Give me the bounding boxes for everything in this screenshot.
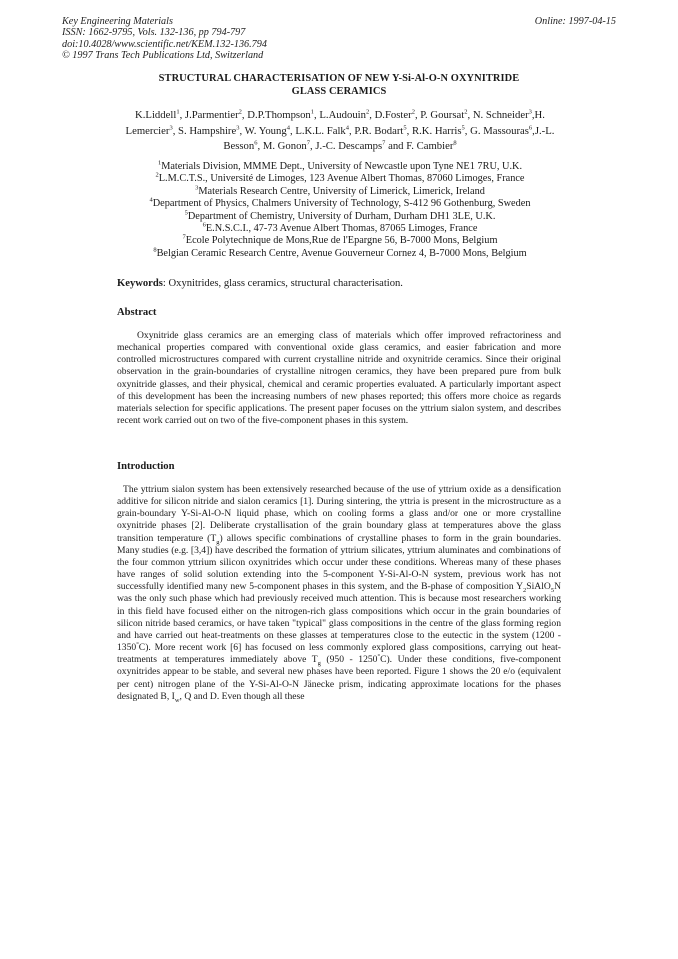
- affiliation-item: [90, 161, 590, 173]
- author-separator: ,: [310, 140, 316, 152]
- affiliation-number: 3: [195, 184, 199, 192]
- affiliation-item: [90, 248, 590, 260]
- affiliation-number: 4: [149, 196, 153, 204]
- journal-header: [62, 16, 267, 61]
- author-separator: ,: [349, 124, 355, 137]
- intro-part: The yttrium sialon system has been extensively researched because of the use of yttrium oxide as a densification additive for silicon nitride and sialon ceramics [1]. During sintering, the yttria is present in the microstructure as a grain-boundary Y-Si-Al-O-N liquid phase, which on cooling forms a glass and/or one or more crystalline oxynitride phases [2]. Deliberate crystallisation of the grain boundary glass at temperatures above the glass transition temperature (T: [117, 484, 561, 544]
- author-affiliation-mark: 3: [169, 123, 173, 131]
- author-separator: ,: [239, 124, 245, 137]
- author-separator: ,: [464, 124, 471, 137]
- affiliation-item: [90, 211, 590, 223]
- abstract-text: Oxynitride glass ceramics are an emerging class of materials which offer improved refractoriness and mechanical properties compared with conventional oxide glass ceramics, and easier fabrication and more controlled microstructures compared with current crystalline nitride and oxynitride ceramics. Since their original observation in the grain-boundaries of crystalline nitrogen ceramics, they have been prepared pure from bulk oxynitride glasses, and their physical, chemical and ceramic properties evaluated. A particularly important aspect of this development has been the increasing numbers of new phases reported; this offers more choice as regards materials selection for specific applications. The present paper focuses on the yttrium sialon system, and describes recent work carried out on two of the five-component phases in this system.: [117, 330, 561, 427]
- author-name: F. Cambier: [406, 140, 454, 152]
- affiliation-text: Ecole Polytechnique de Mons,Rue de l'Epargne 56, B-7000 Mons, Belgium: [185, 235, 498, 247]
- author-name: J.-L. Besson: [223, 124, 555, 152]
- copyright-line: © 1997 Trans Tech Publications Ltd, Switzerland: [62, 49, 264, 61]
- author-name: J.-C. Descamps: [315, 140, 383, 152]
- author-affiliation-mark: 4: [345, 123, 350, 131]
- author-name: P. Goursat: [420, 109, 465, 121]
- affiliation-text: Belgian Ceramic Research Centre, Avenue Gouverneur Cornez 4, B-7000 Mons, Belgium: [156, 247, 527, 259]
- introduction-heading: Introduction: [117, 461, 175, 472]
- author-separator: ,: [257, 140, 263, 152]
- affiliation-text: L.M.C.T.S., Université de Limoges, 123 Avenue Albert Thomas, 87060 Limoges, France: [158, 173, 525, 185]
- author-name: R.K. Harris: [411, 124, 462, 137]
- affiliation-number: 7: [182, 234, 186, 242]
- author-separator: ,: [406, 124, 412, 137]
- affiliation-item: [90, 235, 590, 247]
- doi-line: doi:10.4028/www.scientific.net/KEM.132-136.794: [62, 38, 267, 50]
- author-name: L.Audouin: [319, 109, 366, 121]
- author-separator: ,: [179, 109, 185, 121]
- online-date: Online: 1997-04-15: [534, 16, 616, 27]
- author-affiliation-mark: 5: [461, 123, 465, 131]
- author-separator: ,: [467, 109, 473, 121]
- intro-part: ) allows specific combinations of crystalline phases to form in the grain boundaries. Many studies (e.g. [3,4]) have described the formation of yttrium silicates, yttrium aluminates and combinations of the four common yttrium silicon oxynitrides which occur under these conditions. Whereas many of these phases have ranges of solid solution extending into the 5-component Y-Si-Al-O-N system, previous work has not successfully identified many new 5-component phases in this system, and the B-phase of composition Y: [117, 532, 561, 593]
- title-line-1: STRUCTURAL CHARACTERISATION OF NEW Y-Si-Al-O-N OXYNITRIDE: [158, 73, 520, 84]
- affiliation-text: Department of Physics, Chalmers University of Technology, S-412 96 Gothenburg, Sweden: [152, 198, 531, 210]
- intro-part: , Q and D. Even though all these: [179, 690, 305, 702]
- author-name: S. Hampshire: [178, 124, 237, 137]
- author-name: M. Gonon: [262, 140, 307, 152]
- issn-line: ISSN: 1662-9795, Vols. 132-136, pp 794-797: [62, 27, 246, 39]
- author-separator: ,: [414, 109, 421, 121]
- author-affiliation-mark: 3: [236, 123, 240, 131]
- intro-sub: g: [317, 660, 321, 668]
- author-affiliation-mark: 1: [176, 108, 180, 116]
- affiliation-text: Materials Division, MMME Dept., University of Newcastle upon Tyne NE1 7RU, U.K.: [161, 161, 523, 172]
- title-line-2: GLASS CERAMICS: [291, 86, 387, 97]
- affiliation-text: Materials Research Centre, University of Limerick, Limerick, Ireland: [198, 185, 485, 197]
- affiliation-item: [90, 173, 590, 185]
- author-affiliation-mark: 8: [453, 139, 457, 147]
- author-name: W. Young: [244, 124, 287, 137]
- author-affiliation-mark: 6: [254, 139, 258, 147]
- author-affiliation-mark: 5: [403, 123, 407, 131]
- affiliation-number: 8: [153, 246, 157, 254]
- intro-part: (950 - 1250: [320, 654, 378, 666]
- affiliation-item: [90, 223, 590, 235]
- author-name: N. Schneider: [472, 109, 529, 121]
- affiliation-text: E.N.S.C.I., 47-73 Avenue Albert Thomas, 87065 Limoges, France: [205, 223, 478, 235]
- keywords-text: : Oxynitrides, glass ceramics, structural characterisation.: [162, 278, 403, 289]
- author-affiliation-mark: 2: [411, 108, 415, 116]
- author-name: D.Foster: [374, 109, 412, 121]
- intro-part: C). More recent work [6] has focused on less commonly explored glass compositions, carrying out heat-treatments at temperatures immediately above T: [117, 642, 561, 666]
- author-affiliation-mark: 7: [382, 139, 386, 147]
- affiliation-number: 5: [184, 209, 188, 217]
- affiliation-list: [90, 161, 590, 260]
- intro-sub: g: [216, 538, 220, 546]
- author-separator: ,: [532, 124, 535, 137]
- author-name: J.Parmentier: [184, 109, 239, 121]
- affiliation-number: 1: [157, 159, 162, 167]
- author-name: P.R. Bodart: [354, 124, 404, 137]
- author-affiliation-mark: 2: [365, 108, 370, 116]
- author-name: L.K.L. Falk: [295, 124, 346, 137]
- intro-part: SiAlO: [526, 581, 551, 593]
- intro-part: C). Under these conditions, five-component oxynitrides appear to be stable, and several new phases have been reported. Figure 1 shows the 20 e/o (equivalent per cent) nitrogen plane of the Y-Si-Al-O-N Jänecke prism, indicating approximate locations for the phases designated B, I: [117, 654, 561, 702]
- intro-sup: °: [136, 640, 139, 648]
- author-list: [115, 108, 565, 155]
- author-affiliation-mark: 1: [310, 108, 315, 116]
- author-affiliation-mark: 3: [528, 108, 532, 116]
- author-separator: and: [385, 140, 407, 152]
- keywords-line: [117, 278, 403, 289]
- author-affiliation-mark: 2: [238, 108, 242, 116]
- affiliation-number: 6: [202, 221, 206, 229]
- abstract-heading: Abstract: [117, 307, 157, 318]
- author-affiliation-mark: 7: [306, 139, 311, 147]
- author-name: G. Massouras: [470, 124, 529, 137]
- author-separator: ,: [314, 109, 320, 121]
- introduction-text: [117, 484, 561, 703]
- author-affiliation-mark: 4: [286, 123, 290, 131]
- intro-part: N was the only such phase which had previously received much attention. This is because most researchers working in this field have focused either on the nitrogen-rich glass compositions which occur in the grain boundaries of silicon nitride based ceramics, or have taken "typical" glass compositions in the centre of the glass forming region and have carried out heat-treatments on these glasses at temperatures close to the eutectic in the system (1200 - 1350: [117, 581, 561, 654]
- keywords-label: Keywords: [117, 278, 163, 289]
- paper-title: [100, 72, 578, 98]
- author-affiliation-mark: 2: [464, 108, 468, 116]
- author-name: D.P.Thompson: [247, 109, 311, 121]
- journal-name: Key Engineering Materials: [62, 16, 173, 27]
- author-name: H. Lemercier: [125, 109, 545, 137]
- affiliation-number: 2: [155, 171, 159, 179]
- author-name: K.Liddell: [135, 109, 177, 121]
- author-separator: ,: [531, 109, 535, 121]
- affiliation-text: Department of Chemistry, University of Durham, Durham DH1 3LE, U.K.: [187, 210, 496, 222]
- affiliation-item: [90, 198, 590, 210]
- affiliation-item: [90, 186, 590, 198]
- author-separator: ,: [172, 124, 179, 137]
- author-separator: ,: [369, 109, 375, 121]
- intro-sub: w: [174, 696, 180, 704]
- author-separator: ,: [289, 124, 296, 137]
- intro-sup: °: [377, 653, 381, 660]
- author-affiliation-mark: 6: [528, 123, 533, 131]
- intro-sub: 5: [550, 587, 555, 595]
- intro-sub: 2: [523, 587, 527, 595]
- author-separator: ,: [241, 109, 248, 121]
